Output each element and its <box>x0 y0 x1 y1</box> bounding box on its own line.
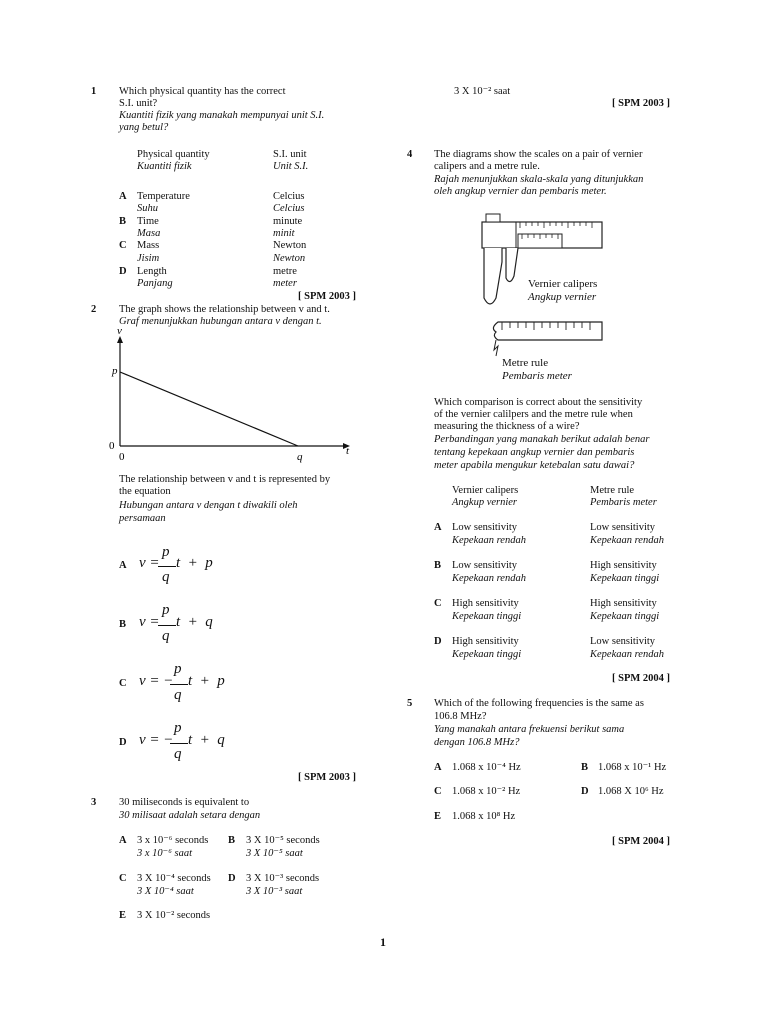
graph-origin-y: 0 <box>109 440 115 452</box>
q5-text-ms-1: Yang manakah antara frekuensi berikut sama <box>434 724 625 735</box>
q1-option-unit: metre <box>273 266 297 277</box>
q4-option-vernier-ms: Kepekaan rendah <box>452 535 526 546</box>
q5-text-en-2: 106.8 MHz? <box>434 711 487 722</box>
q1-text-en-2: S.I. unit? <box>119 98 158 109</box>
q4-option-metre: Low sensitivity <box>590 636 656 647</box>
q4-text-en-2: calipers and a metre rule. <box>434 161 540 172</box>
q2-fraction-bar <box>158 566 176 567</box>
q2-relation-en-2: the equation <box>119 486 171 497</box>
q2-equation-lhs: v = <box>139 614 160 630</box>
q1-text-ms-1: Kuantiti fizik yang manakah mempunyai unit S.I. <box>119 110 325 121</box>
q1-option-quantity: Length <box>137 266 167 277</box>
q4-ask-ms-1: Perbandingan yang manakah berikut adalah benar <box>434 434 650 445</box>
q4-ask-en-3: measuring the thickness of a wire? <box>434 421 580 432</box>
q2-equation-num: p <box>174 720 182 736</box>
q5-option-a: 1.068 x 10⁻⁴ Hz <box>452 762 521 773</box>
q2-equation-den: q <box>162 628 170 644</box>
q4-option-vernier-ms: Kepekaan tinggi <box>452 649 522 660</box>
q5-option-letter-c: C <box>434 786 442 797</box>
q4-head-vernier: Vernier calipers <box>452 485 519 496</box>
q2-equation-num: p <box>174 661 182 677</box>
q3-option-d-en: 3 X 10⁻³ seconds <box>246 873 320 884</box>
graph-axes <box>117 336 350 449</box>
q3-option-a-en: 3 x 10⁻⁶ seconds <box>137 835 209 846</box>
q3-source-tag: [ SPM 2003 ] <box>612 98 671 109</box>
q3-option-letter-b: B <box>228 835 236 846</box>
q2-text-ms: Graf menunjukkan hubungan antara v dengan t. <box>119 316 322 327</box>
q4-option-vernier: Low sensitivity <box>452 522 518 533</box>
q2-option-letter: C <box>119 678 127 689</box>
q4-option-vernier: High sensitivity <box>452 636 519 647</box>
q4-text-en-1: The diagrams show the scales on a pair of vernier <box>434 149 643 160</box>
q3-text-ms: 30 milisaat adalah setara dengan <box>119 810 261 821</box>
q2-fraction-bar <box>170 743 188 744</box>
q2-text-en: The graph shows the relationship between v and t. <box>119 304 330 315</box>
q4-source-tag: [ SPM 2004 ] <box>612 673 671 684</box>
q4-head-metre: Metre rule <box>590 485 635 496</box>
graph-q-label: q <box>297 451 303 463</box>
q4-option-letter: D <box>434 636 442 647</box>
q4-option-metre-ms: Kepekaan tinggi <box>590 573 660 584</box>
q3-option-letter-d: D <box>228 873 236 884</box>
graph-t-label: t <box>346 445 350 457</box>
q1-text-en-1: Which physical quantity has the correct <box>119 86 286 97</box>
q4-option-vernier-ms: Kepekaan tinggi <box>452 611 522 622</box>
q1-option-unit: Celcius <box>273 191 305 202</box>
q5-option-letter-b: B <box>581 762 589 773</box>
metre-rule-label-ms: Pembaris meter <box>502 370 572 382</box>
q1-text-ms-2: yang betul? <box>119 122 169 133</box>
q2-relation-ms-1: Hubungan antara v dengan t diwakili oleh <box>119 500 298 511</box>
graph-line <box>120 372 298 446</box>
q3-text-en: 30 miliseconds is equivalent to <box>119 797 250 808</box>
q3-option-e-ms <box>454 86 510 98</box>
q2-equation-num: p <box>162 602 170 618</box>
q3-option-c-en: 3 X 10⁻⁴ seconds <box>137 873 211 884</box>
q2-equation-rest: t + p <box>176 555 213 571</box>
page-number: 1 <box>380 935 386 949</box>
q2-equation-lhs: v = <box>139 555 160 571</box>
q3-option-e-en: 3 X 10⁻² seconds <box>137 910 211 921</box>
q3-option-d-ms: 3 X 10⁻³ saat <box>246 886 303 897</box>
q4-option-metre-ms: Kepekaan rendah <box>590 649 664 660</box>
q2-equation-den: q <box>174 687 182 703</box>
q1-option-quantity-ms: Masa <box>137 228 161 239</box>
q2-source-tag: [ SPM 2003 ] <box>298 772 357 783</box>
q1-option-letter: C <box>119 240 127 251</box>
q1-head-unit: S.I. unit <box>273 149 307 160</box>
q5-option-letter-e: E <box>434 811 442 822</box>
q4-option-letter: A <box>434 522 442 533</box>
q5-text-en-1: Which of the following frequencies is the same as <box>434 698 644 709</box>
q2-fraction-bar <box>158 625 176 626</box>
q3-option-b-ms: 3 X 10⁻⁵ saat <box>246 848 303 859</box>
q1-option-unit-ms: meter <box>273 278 297 289</box>
q2-relation-en-1: The relationship between v and t is represented by <box>119 474 331 485</box>
q4-ask-ms-3: meter apabila mengukur ketebalan satu dawai? <box>434 460 635 471</box>
q5-option-c: 1.068 x 10⁻² Hz <box>452 786 521 797</box>
q5-text-ms-2: dengan 106.8 MHz? <box>434 737 520 748</box>
q4-head-vernier-ms: Angkup vernier <box>452 497 518 508</box>
q3-option-b-en: 3 X 10⁻⁵ seconds <box>246 835 320 846</box>
q1-option-unit-ms: minit <box>273 228 295 239</box>
q2-option-letter: A <box>119 560 127 571</box>
q2-equation-num: p <box>162 544 170 560</box>
q2-equation-lhs: v = − <box>139 732 174 748</box>
q2-number: 2 <box>91 304 97 315</box>
q5-source-tag: [ SPM 2004 ] <box>612 836 671 847</box>
q1-option-quantity-ms: Jisim <box>137 253 160 264</box>
q1-head-quantity: Physical quantity <box>137 149 210 160</box>
q5-option-letter-d: D <box>581 786 589 797</box>
q2-fraction-bar <box>170 684 188 685</box>
q1-option-quantity-ms: Panjang <box>137 278 173 289</box>
q4-ask-ms-2: tentang kepekaan angkup vernier dan pembaris <box>434 447 635 458</box>
graph-p-label: p <box>112 365 118 377</box>
q4-text-ms-2: oleh angkup vernier dan pembaris meter. <box>434 186 607 197</box>
q3-option-letter-c: C <box>119 873 127 884</box>
q2-option-letter: B <box>119 619 127 630</box>
vernier-calipers-label: Vernier calipers <box>528 278 598 290</box>
q1-option-quantity: Temperature <box>137 191 190 202</box>
q5-option-letter-a: A <box>434 762 442 773</box>
q1-head-unit-ms: Unit S.I. <box>273 161 309 172</box>
q1-option-quantity: Mass <box>137 240 160 251</box>
q2-equation-lhs: v = − <box>139 673 174 689</box>
q5-number: 5 <box>407 698 413 709</box>
q1-option-unit: Newton <box>273 240 307 251</box>
q1-option-letter: A <box>119 191 127 202</box>
q2-equation-rest: t + q <box>176 614 213 630</box>
q4-option-metre: Low sensitivity <box>590 522 656 533</box>
graph-origin-x: 0 <box>119 451 125 463</box>
q4-number: 4 <box>407 149 413 160</box>
metre-rule-diagram <box>488 318 606 358</box>
q3-number: 3 <box>91 797 97 808</box>
q3-option-letter-a: A <box>119 835 127 846</box>
vernier-calipers-label-ms: Angkup vernier <box>528 291 597 303</box>
graph-v-label: v <box>117 326 122 337</box>
q1-option-unit: minute <box>273 216 303 227</box>
q1-number: 1 <box>91 86 97 97</box>
q4-option-metre-ms: Kepekaan rendah <box>590 535 664 546</box>
q4-ask-en-2: of the vernier calilpers and the metre rule when <box>434 409 633 420</box>
q2-equation-rest: t + q <box>188 732 225 748</box>
q2-equation-den: q <box>162 569 170 585</box>
q4-text-ms-1: Rajah menunjukkan skala-skala yang ditunjukkan <box>434 174 644 185</box>
q3-option-letter-e: E <box>119 910 127 921</box>
q4-option-vernier: Low sensitivity <box>452 560 518 571</box>
q4-head-metre-ms: Pembaris meter <box>590 497 657 508</box>
q3-option-e-ms-text: 3 X 10⁻² saat <box>454 86 511 97</box>
q2-equation-rest: t + p <box>188 673 225 689</box>
q4-option-vernier-ms: Kepekaan rendah <box>452 573 526 584</box>
q4-ask-en-1: Which comparison is correct about the sensitivity <box>434 397 643 408</box>
q5-option-d: 1.068 X 10⁶ Hz <box>598 786 664 797</box>
q4-option-vernier: High sensitivity <box>452 598 519 609</box>
q2-velocity-time-graph <box>100 326 370 464</box>
q1-option-letter: D <box>119 266 127 277</box>
q1-option-unit-ms: Celcius <box>273 203 305 214</box>
q5-option-b: 1.068 x 10⁻¹ Hz <box>598 762 667 773</box>
q2-option-letter: D <box>119 737 127 748</box>
q3-option-a-ms: 3 x 10⁻⁶ saat <box>137 848 192 859</box>
q4-option-letter: C <box>434 598 442 609</box>
q5-option-e: 1.068 x 10⁸ Hz <box>452 811 516 822</box>
q1-option-quantity-ms: Suhu <box>137 203 158 214</box>
q2-relation-ms-2: persamaan <box>119 513 166 524</box>
q1-option-letter: B <box>119 216 127 227</box>
q3-option-c-ms: 3 X 10⁻⁴ saat <box>137 886 194 897</box>
q1-head-quantity-ms: Kuantiti fizik <box>137 161 192 172</box>
q2-equation-den: q <box>174 746 182 762</box>
q1-option-unit-ms: Newton <box>273 253 306 264</box>
q1-option-quantity: Time <box>137 216 159 227</box>
q4-option-letter: B <box>434 560 442 571</box>
q4-option-metre: High sensitivity <box>590 560 657 571</box>
q4-option-metre: High sensitivity <box>590 598 657 609</box>
q4-option-metre-ms: Kepekaan tinggi <box>590 611 660 622</box>
metre-rule-label: Metre rule <box>502 357 549 369</box>
q1-source-tag: [ SPM 2003 ] <box>298 291 357 302</box>
